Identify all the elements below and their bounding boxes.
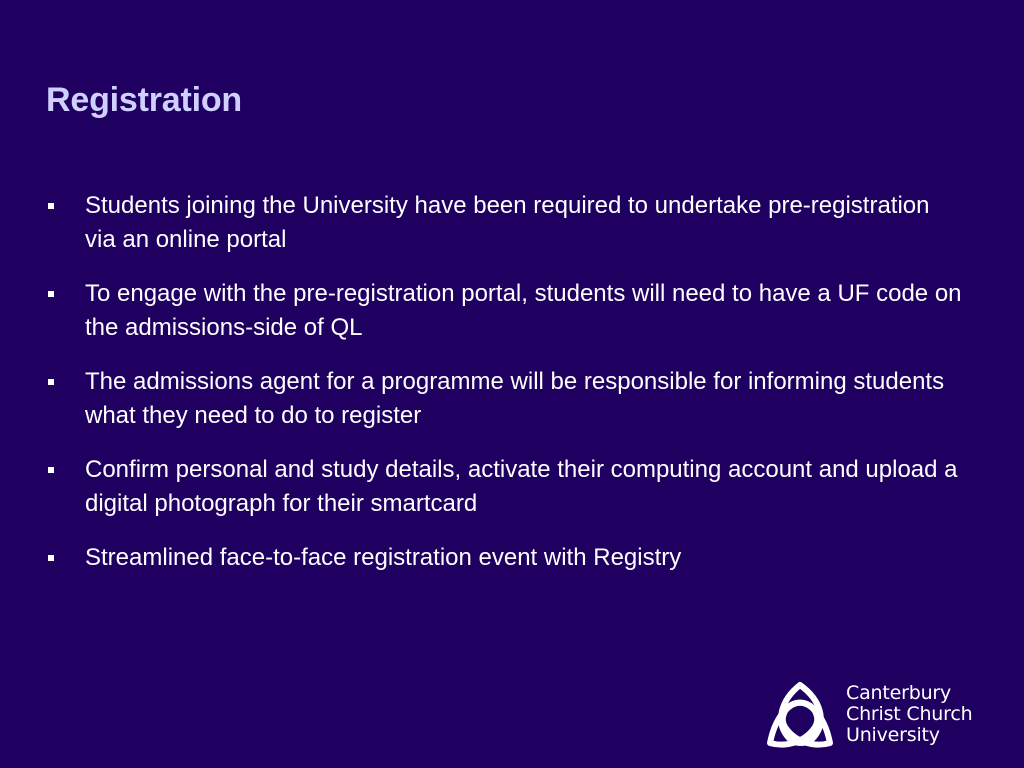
university-name xyxy=(846,683,972,746)
bullet-text: The admissions agent for a programme will be responsible for informing students what they need to do to register xyxy=(85,368,945,429)
bullet-item xyxy=(45,365,965,433)
bullet-text: Confirm personal and study details, activate their computing account and upload a digital photograph for their smartcard xyxy=(85,456,958,517)
square-bullet-icon xyxy=(48,203,54,209)
bullet-list xyxy=(45,189,965,575)
triquetra-icon xyxy=(762,680,838,752)
bullet-text: To engage with the pre-registration portal, students will need to have a UF code on the admissions-side of QL xyxy=(85,280,962,341)
bullet-item xyxy=(45,453,965,521)
square-bullet-icon xyxy=(48,291,54,297)
university-logo xyxy=(762,680,998,752)
bullet-item xyxy=(45,189,965,257)
logo-line-christ-church: Christ Church xyxy=(846,703,973,725)
logo-line-university: University xyxy=(846,724,940,746)
bullet-item xyxy=(45,277,965,345)
square-bullet-icon xyxy=(48,467,54,473)
bullet-text: Students joining the University have been required to undertake pre-registration via an online portal xyxy=(85,192,930,253)
bullet-text: Streamlined face-to-face registration event with Registry xyxy=(85,544,682,571)
logo-line-canterbury: Canterbury xyxy=(846,682,952,704)
square-bullet-icon xyxy=(48,379,54,385)
square-bullet-icon xyxy=(48,555,54,561)
slide-title: Registration xyxy=(46,81,242,119)
bullet-item xyxy=(45,541,965,575)
